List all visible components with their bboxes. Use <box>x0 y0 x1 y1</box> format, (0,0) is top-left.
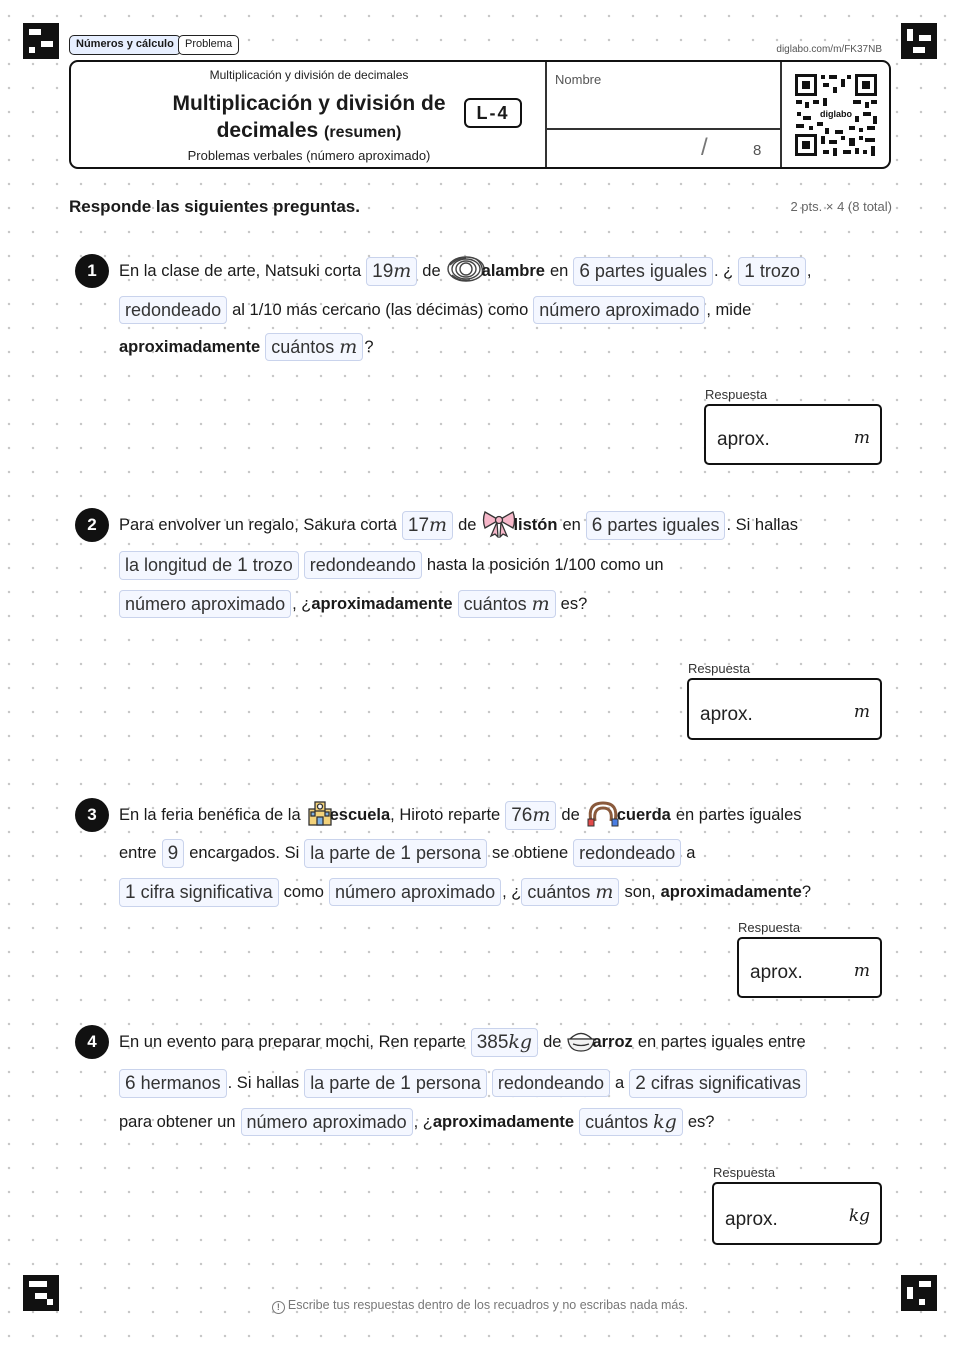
problem-2-line-1: Para envolver un regalo, Sakura corta 17m de listón en 6 partes iguales . Si hallas <box>119 508 803 542</box>
points-info: 2 pts. × 4 (8 total) <box>790 199 892 214</box>
rounding-box: redondeando <box>304 551 422 579</box>
type-tag: Problema <box>178 35 239 55</box>
quantity-box: 385kg <box>471 1028 538 1057</box>
qr-label: diglabo <box>820 109 852 119</box>
worksheet-code: L-4 <box>464 98 522 128</box>
question-box: cuántos m <box>521 878 619 906</box>
quantity-box: 76m <box>505 801 556 830</box>
footer-text: Escribe tus respuestas dentro de los recuadros y no escribas nada más. <box>287 1298 689 1312</box>
problem-number: 3 <box>75 798 109 832</box>
worksheet-header <box>69 60 891 169</box>
score-total: 8 <box>753 142 762 159</box>
answer-prefix: aprox. <box>717 429 770 450</box>
answer-box[interactable] <box>687 678 882 740</box>
warning-icon: ! <box>272 1301 285 1314</box>
question-box: cuántos kg <box>579 1108 683 1136</box>
share-box: la parte de 1 persona <box>304 1069 487 1098</box>
answer-unit: m <box>853 961 870 981</box>
ribbon-icon <box>481 508 517 543</box>
problem-3-line-3: 1 cifra significativa como número aproximado , ¿ cuántos m son, aproximadamente ? <box>119 875 816 909</box>
score-slash: / <box>701 134 708 161</box>
header-divider <box>780 62 782 167</box>
corner-marker-top-right <box>901 23 937 59</box>
title-suffix: (resumen) <box>324 124 402 141</box>
answer-label: Respuesta <box>705 387 768 402</box>
problem-2-line-3: número aproximado , ¿ aproximadamente cuántos m es? <box>119 587 592 621</box>
answer-box[interactable] <box>704 404 882 465</box>
parts-box: 6 partes iguales <box>573 257 713 286</box>
name-field[interactable] <box>547 90 779 126</box>
answer-prefix: aprox. <box>725 1209 778 1230</box>
approx-box: número aproximado <box>241 1108 413 1136</box>
share-box: la parte de 1 persona <box>304 839 487 868</box>
problem-3-line-2: entre 9 encargados. Si la parte de 1 persona se obtiene redondeado a <box>119 836 700 870</box>
answer-box[interactable] <box>712 1182 882 1245</box>
approx-box: número aproximado <box>533 296 705 324</box>
rounding-box: redondeado <box>119 296 227 324</box>
wire-coil-icon <box>446 255 486 288</box>
parts-box: 6 partes iguales <box>586 511 726 540</box>
problem-number: 1 <box>75 254 109 288</box>
answer-label: Respuesta <box>738 920 801 935</box>
quantity-box: 19m <box>366 257 417 286</box>
answer-unit: m <box>853 702 870 722</box>
title-line-1: Multiplicación y división de <box>172 92 446 115</box>
instructions: Responde las siguientes preguntas. <box>69 197 360 216</box>
rounding-box: redondeando <box>492 1069 610 1097</box>
problem-1-line-1: En la clase de arte, Natsuki corta 19m de alambre en 6 partes iguales . ¿ 1 trozo , <box>119 254 816 288</box>
question-box: cuántos m <box>265 333 363 361</box>
answer-prefix: aprox. <box>750 962 803 983</box>
header-footer: Problemas verbales (número aproximado) <box>187 148 431 163</box>
page-title <box>111 90 507 146</box>
problem-2-line-2: la longitud de 1 trozo redondeando hasta la posición 1/100 como un <box>119 548 669 582</box>
name-label: Nombre <box>555 72 602 87</box>
significant-figures-box: 2 cifras significativas <box>629 1069 807 1098</box>
title-line-2: decimales <box>216 119 319 142</box>
problem-4-line-3: para obtener un número aproximado , ¿ aproximadamente cuántos kg es? <box>119 1105 719 1139</box>
approx-box: número aproximado <box>119 590 291 618</box>
problem-4-line-1: En un evento para preparar mochi, Ren reparte 385kg de arroz en partes iguales entre <box>119 1025 811 1059</box>
answer-label: Respuesta <box>688 661 751 676</box>
problem-1-line-2: redondeado al 1/10 más cercano (las décimas) como número aproximado , mide <box>119 293 756 327</box>
quantity-box: 17m <box>402 511 453 540</box>
problem-3-line-1: En la feria benéfica de la escuela , Hiroto reparte 76m de cuerda en partes iguales <box>119 798 807 832</box>
rounding-box: redondeado <box>573 839 681 867</box>
problem-number: 2 <box>75 508 109 542</box>
piece-box: 1 trozo <box>738 257 806 286</box>
length-box: la longitud de 1 trozo <box>119 551 299 580</box>
page-url[interactable]: diglabo.com/m/FK37NB <box>776 44 882 55</box>
problem-1-line-3: aproximadamente cuántos m ? <box>119 330 379 364</box>
header-divider <box>545 128 781 130</box>
answer-label: Respuesta <box>713 1165 776 1180</box>
count-box: 9 <box>162 839 185 868</box>
page-footer <box>0 1298 960 1314</box>
approx-box: número aproximado <box>329 878 501 906</box>
significant-figures-box: 1 cifra significativa <box>119 878 279 907</box>
answer-unit: m <box>853 428 870 448</box>
answer-box[interactable] <box>737 937 882 998</box>
header-subtitle: Multiplicación y división de decimales <box>209 68 409 82</box>
question-box: cuántos m <box>458 590 556 618</box>
problem-number: 4 <box>75 1025 109 1059</box>
answer-prefix: aprox. <box>700 704 753 725</box>
rope-icon <box>585 799 621 832</box>
answer-unit: kg <box>848 1206 870 1226</box>
category-tag: Números y cálculo <box>69 35 181 55</box>
problem-4-line-2: 6 hermanos . Si hallas la parte de 1 persona redondeando a 2 cifras significativas <box>119 1066 812 1100</box>
siblings-box: 6 hermanos <box>119 1069 227 1098</box>
corner-marker-top-left <box>23 23 59 59</box>
qr-code-icon <box>793 72 879 158</box>
